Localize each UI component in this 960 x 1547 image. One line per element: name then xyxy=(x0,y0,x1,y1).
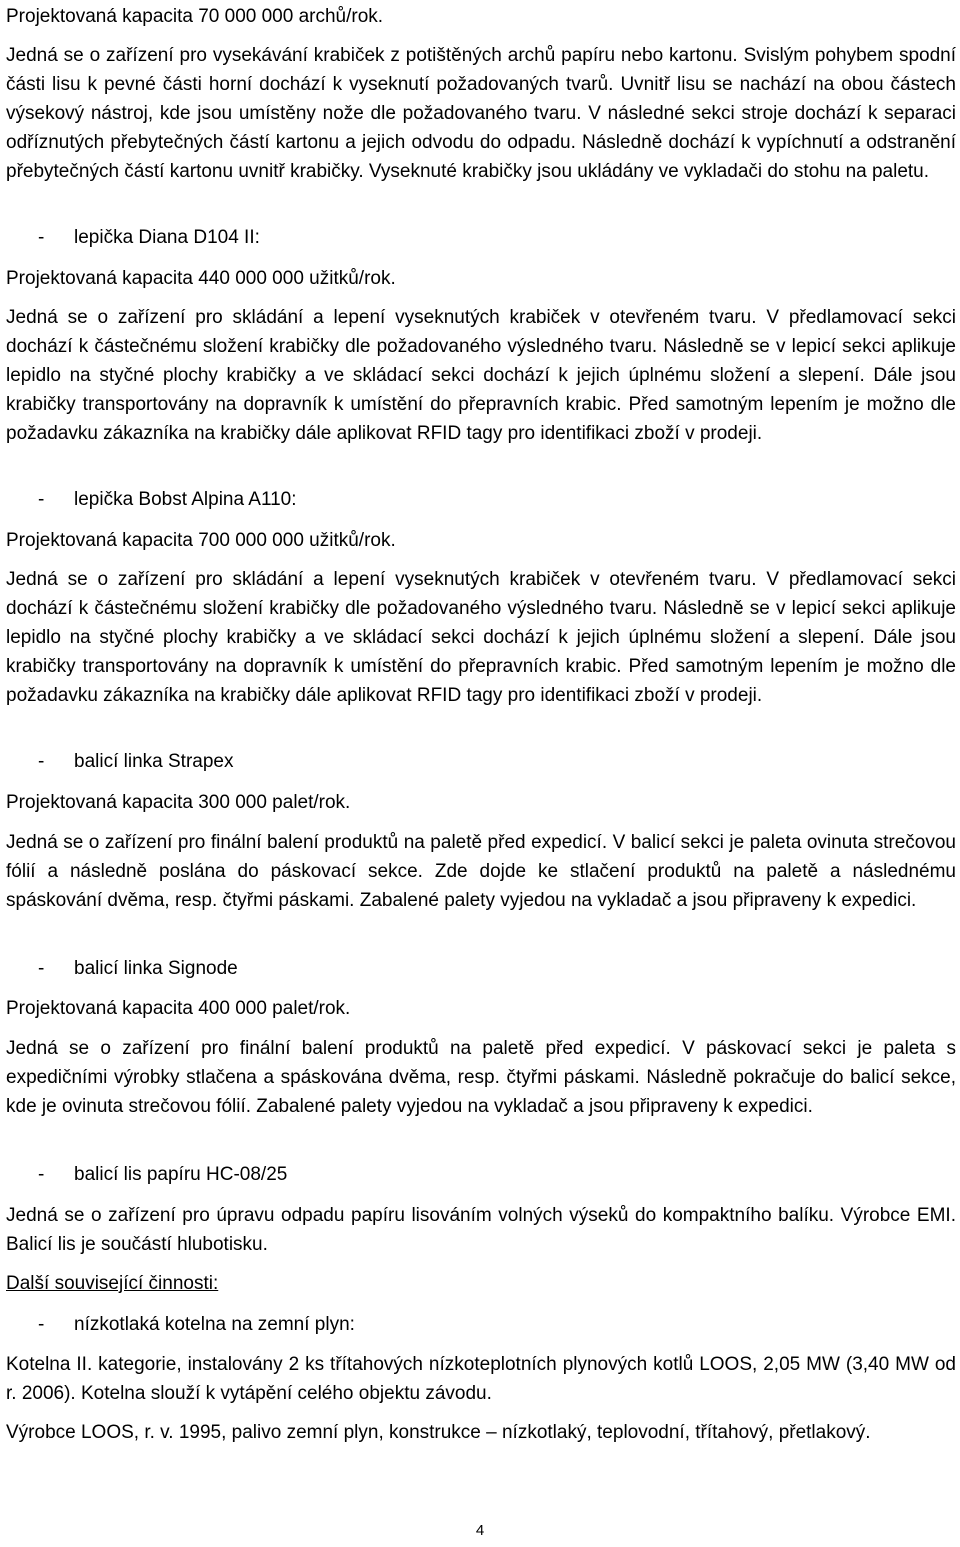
paragraph-boiler-manufacturer: Výrobce LOOS, r. v. 1995, palivo zemní plyn, konstrukce – nízkotlaký, teplovodní, třítahový, přetlakový. xyxy=(6,1422,871,1443)
capacity-line: Projektovaná kapacita 440 000 000 užitků/rok. xyxy=(6,268,396,289)
bullet-item xyxy=(6,223,960,252)
paragraph-paper-baler: Jedná se o zařízení pro úpravu odpadu papíru lisováním volných výseků do kompaktního balíku. Výrobce EMI. Balicí lis je součástí hlubotisku. xyxy=(6,1205,956,1255)
paragraph-folder-gluer: Jedná se o zařízení pro skládání a lepení vyseknutých krabiček v otevřeném tvaru. V předlamovací sekci dochází k částečnému složení krabičky dle požadovaného výsledného tvaru. Následně se v lepicí sekci aplikuje lepidlo na styčné plochy krabičky a ve skládací sekci dochází k jejich úplnému složení a slepení. Dále jsou krabičky transportovány na dopravník k umístění do přepravních krabic. Před samotným lepením je možno dle požadavku zákazníka na krabičky dále aplikovat RFID tagy pro identifikaci zboží v prodeji. xyxy=(6,307,956,444)
paragraph-packaging-line: Jedná se o zařízení pro finální balení produktů na paletě před expedicí. V páskovací sekci je paleta s expedičními výrobky stlačena a spáskována dvěma, resp. čtyřmi páskami. Následně pokračuje do balicí sekce, kde je ovinuta strečovou fólií. Zabalené palety vyjedou na vykladač a jsou připraveny k expedici. xyxy=(6,1038,956,1117)
capacity-line: Projektovaná kapacita 70 000 000 archů/rok. xyxy=(6,6,384,27)
bullet-label: lepička Diana D104 II: xyxy=(74,227,260,248)
bullet-dash: - xyxy=(38,489,45,510)
bullet-item xyxy=(6,1310,960,1339)
page-number: 4 xyxy=(475,1522,485,1539)
bullet-dash: - xyxy=(38,1314,45,1335)
paragraph-boiler-room: Kotelna II. kategorie, instalovány 2 ks třítahových nízkoteplotních plynových kotlů LOOS, 2,05 MW (3,40 MW od r. 2006). Kotelna slouží k vytápění celého objektu závodu. xyxy=(6,1354,956,1404)
paragraph-packaging-line: Jedná se o zařízení pro finální balení produktů na paletě před expedicí. V balicí sekci je paleta ovinuta strečovou fólií a následně poslána do páskovací sekce. Zde dojde ke stlačení produktů na paletě a následnému spáskování dvěma, resp. čtyřmi páskami. Zabalené palety vyjedou na vykladač a jsou připraveny k expedici. xyxy=(6,832,956,911)
bullet-label: nízkotlaká kotelna na zemní plyn: xyxy=(74,1314,355,1335)
bullet-label: lepička Bobst Alpina A110: xyxy=(74,489,297,510)
bullet-item xyxy=(6,954,960,983)
capacity-line: Projektovaná kapacita 700 000 000 užitků/rok. xyxy=(6,530,396,551)
bullet-item xyxy=(6,747,960,776)
bullet-item xyxy=(6,1160,960,1189)
bullet-label: balicí linka Strapex xyxy=(74,751,234,772)
paragraph-folder-gluer: Jedná se o zařízení pro skládání a lepení vyseknutých krabiček v otevřeném tvaru. V předlamovací sekci dochází k částečnému složení krabičky dle požadovaného výsledného tvaru. Následně se v lepicí sekci aplikuje lepidlo na styčné plochy krabičky a ve skládací sekci dochází k jejich úplnému složení a slepení. Dále jsou krabičky transportovány na dopravník k umístění do přepravních krabic. Před samotným lepením je možno dle požadavku zákazníka na krabičky dále aplikovat RFID tagy pro identifikaci zboží v prodeji. xyxy=(6,569,956,706)
bullet-label: balicí linka Signode xyxy=(74,958,238,979)
bullet-dash: - xyxy=(38,751,45,772)
capacity-line: Projektovaná kapacita 400 000 palet/rok. xyxy=(6,998,351,1019)
bullet-dash: - xyxy=(38,1164,45,1185)
paragraph-die-cutter: Jedná se o zařízení pro vysekávání krabiček z potištěných archů papíru nebo kartonu. Svislým pohybem spodní části lisu k pevné části horní dochází k vyseknutí požadovaných tvarů. Uvnitř lisu se nachází na obou částech výsekový nástroj, kde jsou umístěny nože dle požadovaného tvaru. V následné sekci stroje dochází k separaci odříznutých přebytečných částí kartonu a jejich odvodu do odpadu. Následně dochází k vypíchnutí a odstranění přebytečných částí kartonu uvnitř krabičky. Vyseknuté krabičky jsou ukládány ve vykladači do stohu na paletu. xyxy=(6,45,956,182)
capacity-line: Projektovaná kapacita 300 000 palet/rok. xyxy=(6,792,351,813)
section-heading: Další související činnosti: xyxy=(6,1273,219,1294)
bullet-dash: - xyxy=(38,958,45,979)
bullet-dash: - xyxy=(38,227,45,248)
bullet-item xyxy=(6,485,960,514)
bullet-label: balicí lis papíru HC-08/25 xyxy=(74,1164,288,1185)
